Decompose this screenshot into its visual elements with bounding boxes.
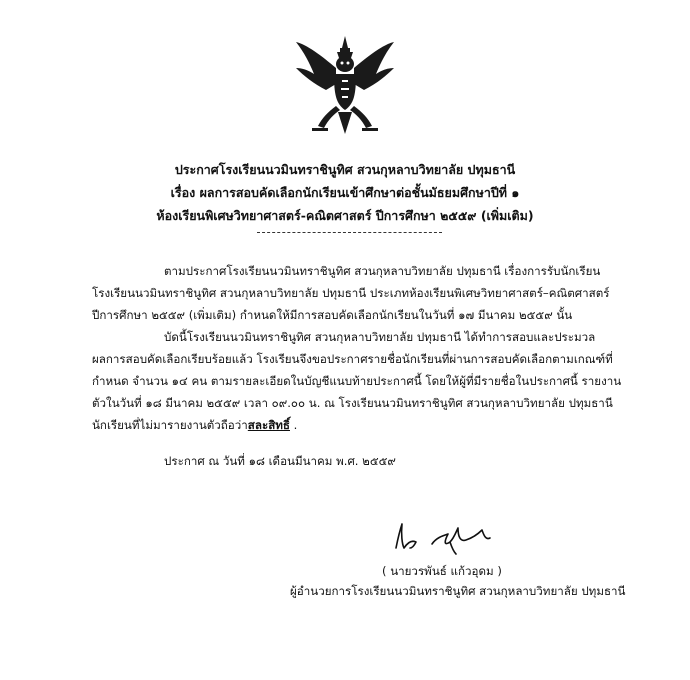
garuda-emblem bbox=[292, 34, 398, 140]
paragraph1-line3: ปีการศึกษา ๒๕๕๙ (เพิ่มเติม) กำหนดให้มีการสอบคัดเลือกนักเรียนในวันที่ ๑๗ มีนาคม ๒๕๕๙ นั้น bbox=[92, 308, 573, 322]
announcement-program: ห้องเรียนพิเศษวิทยาศาสตร์-คณิตศาสตร์ ปีการศึกษา ๒๕๕๙ (เพิ่มเติม) bbox=[156, 208, 534, 223]
paragraph2-line3: กำหนด จำนวน ๑๔ คน ตามรายละเอียดในบัญชีแนบท้ายประกาศนี้ โดยให้ผู้ที่มีรายชื่อในประกาศนี้ รายงาน bbox=[92, 374, 622, 388]
signer-name: ( นายวรพันธ์ แก้วอุดม ) bbox=[382, 564, 502, 578]
paragraph1-line2: โรงเรียนนวมินทราชินูทิศ สวนกุหลาบวิทยาลัย ปทุมธานี ประเภทห้องเรียนพิเศษวิทยาศาสตร์–คณิตศาสตร์ bbox=[92, 286, 610, 300]
announcement-date: ประกาศ ณ วันที่ ๑๘ เดือนมีนาคม พ.ศ. ๒๕๕๙ bbox=[164, 454, 396, 468]
announcement-subject: เรื่อง ผลการสอบคัดเลือกนักเรียนเข้าศึกษาต่อชั้นมัธยมศึกษาปีที่ ๑ bbox=[170, 185, 520, 200]
signature bbox=[392, 518, 502, 558]
paragraph2-line4: ตัวในวันที่ ๑๘ มีนาคม ๒๕๕๙ เวลา ๐๙.๐๐ น. ณ โรงเรียนนวมินทราชินูทิศ สวนกุหลาบวิทยาลัย ปทุมธานี bbox=[92, 396, 613, 410]
last-line-prefix: นักเรียนที่ไม่มารายงานตัวถือว่า bbox=[92, 418, 248, 432]
signer-title: ผู้อำนวยการโรงเรียนนวมินทราชินูทิศ สวนกุหลาบวิทยาลัย ปทุมธานี bbox=[290, 584, 626, 598]
last-line-suffix: . bbox=[290, 418, 298, 432]
forfeit-emphasis: สละสิทธิ์ bbox=[247, 418, 290, 432]
announcement-title: ประกาศโรงเรียนนวมินทราชินูทิศ สวนกุหลาบวิทยาลัย ปทุมธานี bbox=[174, 162, 516, 177]
paragraph1-line1: ตามประกาศโรงเรียนนวมินทราชินูทิศ สวนกุหลาบวิทยาลัย ปทุมธานี เรื่องการรับนักเรียน bbox=[164, 264, 601, 278]
divider-dashed bbox=[257, 232, 442, 233]
paragraph2-line1: บัดนี้โรงเรียนนวมินทราชินูทิศ สวนกุหลาบวิทยาลัย ปทุมธานี ได้ทำการสอบและประมวล bbox=[164, 330, 596, 344]
paragraph2-line2: ผลการสอบคัดเลือกเรียบร้อยแล้ว โรงเรียนจึงขอประกาศรายชื่อนักเรียนที่ผ่านการสอบคัดเลือกตามเกณฑ์ที่ bbox=[92, 352, 613, 366]
paragraph2-line5 bbox=[92, 417, 297, 433]
